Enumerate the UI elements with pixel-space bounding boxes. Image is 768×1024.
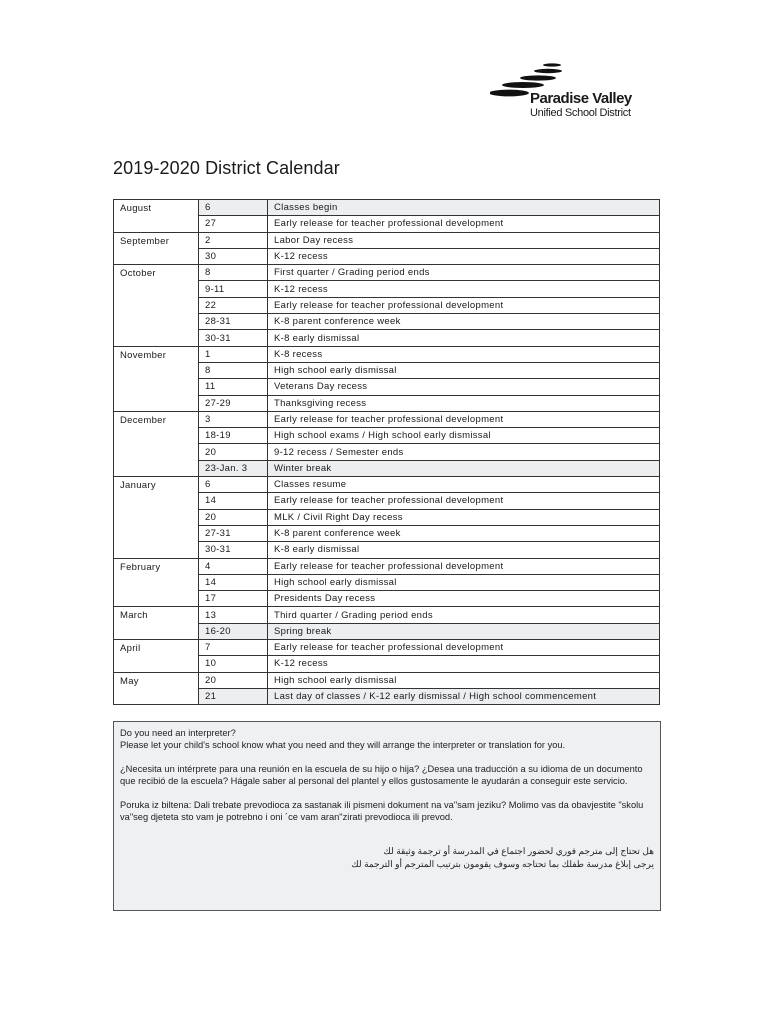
event-cell: K-8 parent conference week — [268, 314, 660, 330]
date-cell: 23-Jan. 3 — [199, 460, 268, 476]
date-cell: 10 — [199, 656, 268, 672]
date-cell: 21 — [199, 688, 268, 704]
interpreter-notice — [113, 721, 661, 911]
month-cell: February — [114, 558, 199, 607]
month-cell: October — [114, 265, 199, 346]
date-cell: 16-20 — [199, 623, 268, 639]
month-cell: April — [114, 640, 199, 673]
interpreter-question: Do you need an interpreter? — [120, 728, 236, 738]
month-cell: August — [114, 200, 199, 233]
event-cell: High school early dismissal — [268, 362, 660, 378]
date-cell: 7 — [199, 640, 268, 656]
table-row — [114, 477, 660, 493]
event-cell: Winter break — [268, 460, 660, 476]
event-cell: Early release for teacher professional development — [268, 493, 660, 509]
date-cell: 14 — [199, 574, 268, 590]
event-cell: Classes resume — [268, 477, 660, 493]
event-cell: First quarter / Grading period ends — [268, 265, 660, 281]
event-cell: Presidents Day recess — [268, 591, 660, 607]
table-row — [114, 672, 660, 688]
month-cell: March — [114, 607, 199, 640]
event-cell: K-12 recess — [268, 248, 660, 264]
event-cell: Veterans Day recess — [268, 379, 660, 395]
event-cell: K-12 recess — [268, 281, 660, 297]
interpreter-english: Please let your child's school know what you need and they will arrange the interpreter or translation for you. — [120, 740, 566, 750]
interpreter-arabic-2: يرجى إبلاغ مدرسة طفلك بما تحتاجه وسوف يقومون بترتيب المترجم أو الترجمة لك — [351, 859, 654, 869]
table-row — [114, 558, 660, 574]
table-row — [114, 640, 660, 656]
date-cell: 30 — [199, 248, 268, 264]
date-cell: 8 — [199, 265, 268, 281]
event-cell: Thanksgiving recess — [268, 395, 660, 411]
event-cell: Early release for teacher professional development — [268, 411, 660, 427]
date-cell: 11 — [199, 379, 268, 395]
table-row — [114, 411, 660, 427]
event-cell: Last day of classes / K-12 early dismissal / High school commencement — [268, 688, 660, 704]
date-cell: 17 — [199, 591, 268, 607]
event-cell: K-8 recess — [268, 346, 660, 362]
event-cell: Labor Day recess — [268, 232, 660, 248]
event-cell: Early release for teacher professional development — [268, 297, 660, 313]
month-cell: November — [114, 346, 199, 411]
date-cell: 3 — [199, 411, 268, 427]
event-cell: K-8 early dismissal — [268, 330, 660, 346]
event-cell: Early release for teacher professional development — [268, 216, 660, 232]
logo-subtitle: Unified School District — [530, 107, 631, 119]
date-cell: 20 — [199, 444, 268, 460]
page-title: 2019-2020 District Calendar — [113, 158, 340, 178]
date-cell: 20 — [199, 509, 268, 525]
event-cell: K-8 parent conference week — [268, 525, 660, 541]
date-cell: 27-31 — [199, 525, 268, 541]
date-cell: 28-31 — [199, 314, 268, 330]
date-cell: 27-29 — [199, 395, 268, 411]
date-cell: 4 — [199, 558, 268, 574]
date-cell: 30-31 — [199, 542, 268, 558]
table-row — [114, 200, 660, 216]
month-cell: January — [114, 477, 199, 558]
event-cell: High school exams / High school early dismissal — [268, 428, 660, 444]
interpreter-arabic-1: هل تحتاج إلى مترجم فوري لحضور اجتماع في المدرسة أو ترجمة وثيقة لك — [383, 846, 654, 856]
month-cell: May — [114, 672, 199, 705]
event-cell: Third quarter / Grading period ends — [268, 607, 660, 623]
district-logo — [490, 62, 635, 122]
date-cell: 13 — [199, 607, 268, 623]
table-row — [114, 607, 660, 623]
date-cell: 18-19 — [199, 428, 268, 444]
table-row — [114, 265, 660, 281]
logo-name: Paradise Valley — [530, 90, 632, 107]
event-cell: High school early dismissal — [268, 672, 660, 688]
event-cell: Early release for teacher professional development — [268, 558, 660, 574]
event-cell: Spring break — [268, 623, 660, 639]
date-cell: 1 — [199, 346, 268, 362]
interpreter-spanish: ¿Necesita un intérprete para una reunión en la escuela de su hijo o hija? ¿Desea una traducción a su idioma de un documento que recibió de la escuela? Hágale saber al personal del plantel y ellos gustosamente le ayudarán a conseguir este servicio. — [120, 764, 643, 786]
date-cell: 6 — [199, 200, 268, 216]
event-cell: 9-12 recess / Semester ends — [268, 444, 660, 460]
date-cell: 8 — [199, 362, 268, 378]
event-cell: K-8 early dismissal — [268, 542, 660, 558]
date-cell: 9-11 — [199, 281, 268, 297]
table-row — [114, 346, 660, 362]
interpreter-bosnian: Poruka iz biltena: Dali trebate prevodioca za sastanak ili pismeni dokument na va"sam jeziku? Molimo vas da obavjestite "skolu va"seg djeteta sto vam je potrebno i oni ´ce vam aran"zirati prevodioca ili prevod. — [120, 800, 644, 822]
event-cell: K-12 recess — [268, 656, 660, 672]
date-cell: 2 — [199, 232, 268, 248]
event-cell: Early release for teacher professional development — [268, 640, 660, 656]
date-cell: 30-31 — [199, 330, 268, 346]
month-cell: September — [114, 232, 199, 265]
month-cell: December — [114, 411, 199, 476]
calendar-table — [113, 199, 660, 705]
date-cell: 22 — [199, 297, 268, 313]
event-cell: High school early dismissal — [268, 574, 660, 590]
date-cell: 27 — [199, 216, 268, 232]
date-cell: 14 — [199, 493, 268, 509]
event-cell: MLK / Civil Right Day recess — [268, 509, 660, 525]
table-row — [114, 232, 660, 248]
date-cell: 6 — [199, 477, 268, 493]
date-cell: 20 — [199, 672, 268, 688]
event-cell: Classes begin — [268, 200, 660, 216]
